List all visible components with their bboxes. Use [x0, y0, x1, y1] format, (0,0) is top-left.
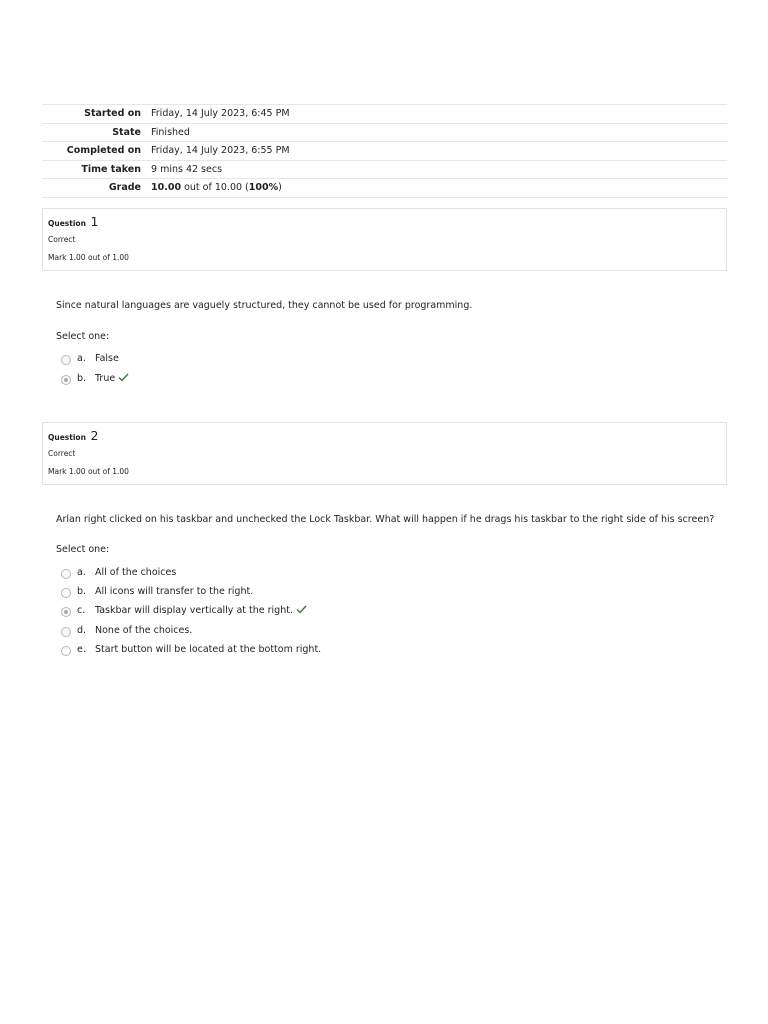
radio-button-selected[interactable] [61, 375, 71, 385]
option-letter: b. [77, 586, 87, 597]
option-letter: c. [77, 605, 86, 616]
summary-label: Started on [42, 105, 151, 124]
question-2-info [42, 422, 727, 485]
question-number-value: 1 [90, 214, 99, 229]
summary-row-completed [42, 142, 727, 161]
summary-value: Finished [151, 123, 727, 142]
summary-label: Completed on [42, 142, 151, 161]
checkmark-icon [296, 605, 307, 614]
summary-value: Friday, 14 July 2023, 6:45 PM [151, 105, 727, 124]
summary-label: Grade [42, 179, 151, 198]
radio-button[interactable] [61, 569, 71, 579]
question-2-prompt: Select one: [56, 544, 110, 555]
radio-button[interactable] [61, 355, 71, 365]
option-letter: e. [77, 644, 86, 655]
summary-row-time-taken [42, 160, 727, 179]
question-number [48, 428, 99, 443]
attempt-summary-table [42, 104, 727, 198]
grade-percent: 100% [248, 182, 279, 193]
summary-label: Time taken [42, 160, 151, 179]
option-label: True [95, 373, 129, 384]
summary-row-grade [42, 179, 727, 198]
grade-close: ) [278, 182, 282, 193]
grade-value [151, 179, 727, 198]
summary-row-state [42, 123, 727, 142]
question-1-prompt: Select one: [56, 331, 110, 342]
question-label: Question [48, 433, 86, 442]
radio-button[interactable] [61, 588, 71, 598]
question-2-text: Arlan right clicked on his taskbar and unchecked the Lock Taskbar. What will happen if he drags his taskbar to the right side of his screen? [56, 514, 715, 525]
summary-row-started [42, 105, 727, 124]
option-label: Taskbar will display vertically at the right. [95, 605, 307, 616]
question-state: Correct [48, 235, 76, 244]
option-letter: a. [77, 353, 86, 364]
summary-label: State [42, 123, 151, 142]
option-label: All icons will transfer to the right. [95, 586, 254, 597]
option-label: All of the choices [95, 567, 177, 578]
question-1-info [42, 208, 727, 271]
option-label: None of the choices. [95, 625, 193, 636]
option-letter: d. [77, 625, 87, 636]
option-label: Start button will be located at the bottom right. [95, 644, 322, 655]
question-label: Question [48, 219, 86, 228]
radio-button[interactable] [61, 627, 71, 637]
option-letter: b. [77, 373, 87, 384]
option-label: False [95, 353, 119, 364]
grade-score: 10.00 [151, 182, 182, 193]
summary-value: 9 mins 42 secs [151, 160, 727, 179]
question-mark: Mark 1.00 out of 1.00 [48, 467, 129, 476]
checkmark-icon [118, 373, 129, 382]
question-mark: Mark 1.00 out of 1.00 [48, 253, 129, 262]
question-1-text: Since natural languages are vaguely structured, they cannot be used for programming. [56, 300, 473, 311]
radio-button-selected[interactable] [61, 607, 71, 617]
option-letter: a. [77, 567, 86, 578]
question-state: Correct [48, 449, 76, 458]
summary-value: Friday, 14 July 2023, 6:55 PM [151, 142, 727, 161]
radio-button[interactable] [61, 646, 71, 656]
grade-out-of: out of 10.00 ( [181, 182, 249, 193]
question-number-value: 2 [90, 428, 99, 443]
question-number [48, 214, 99, 229]
